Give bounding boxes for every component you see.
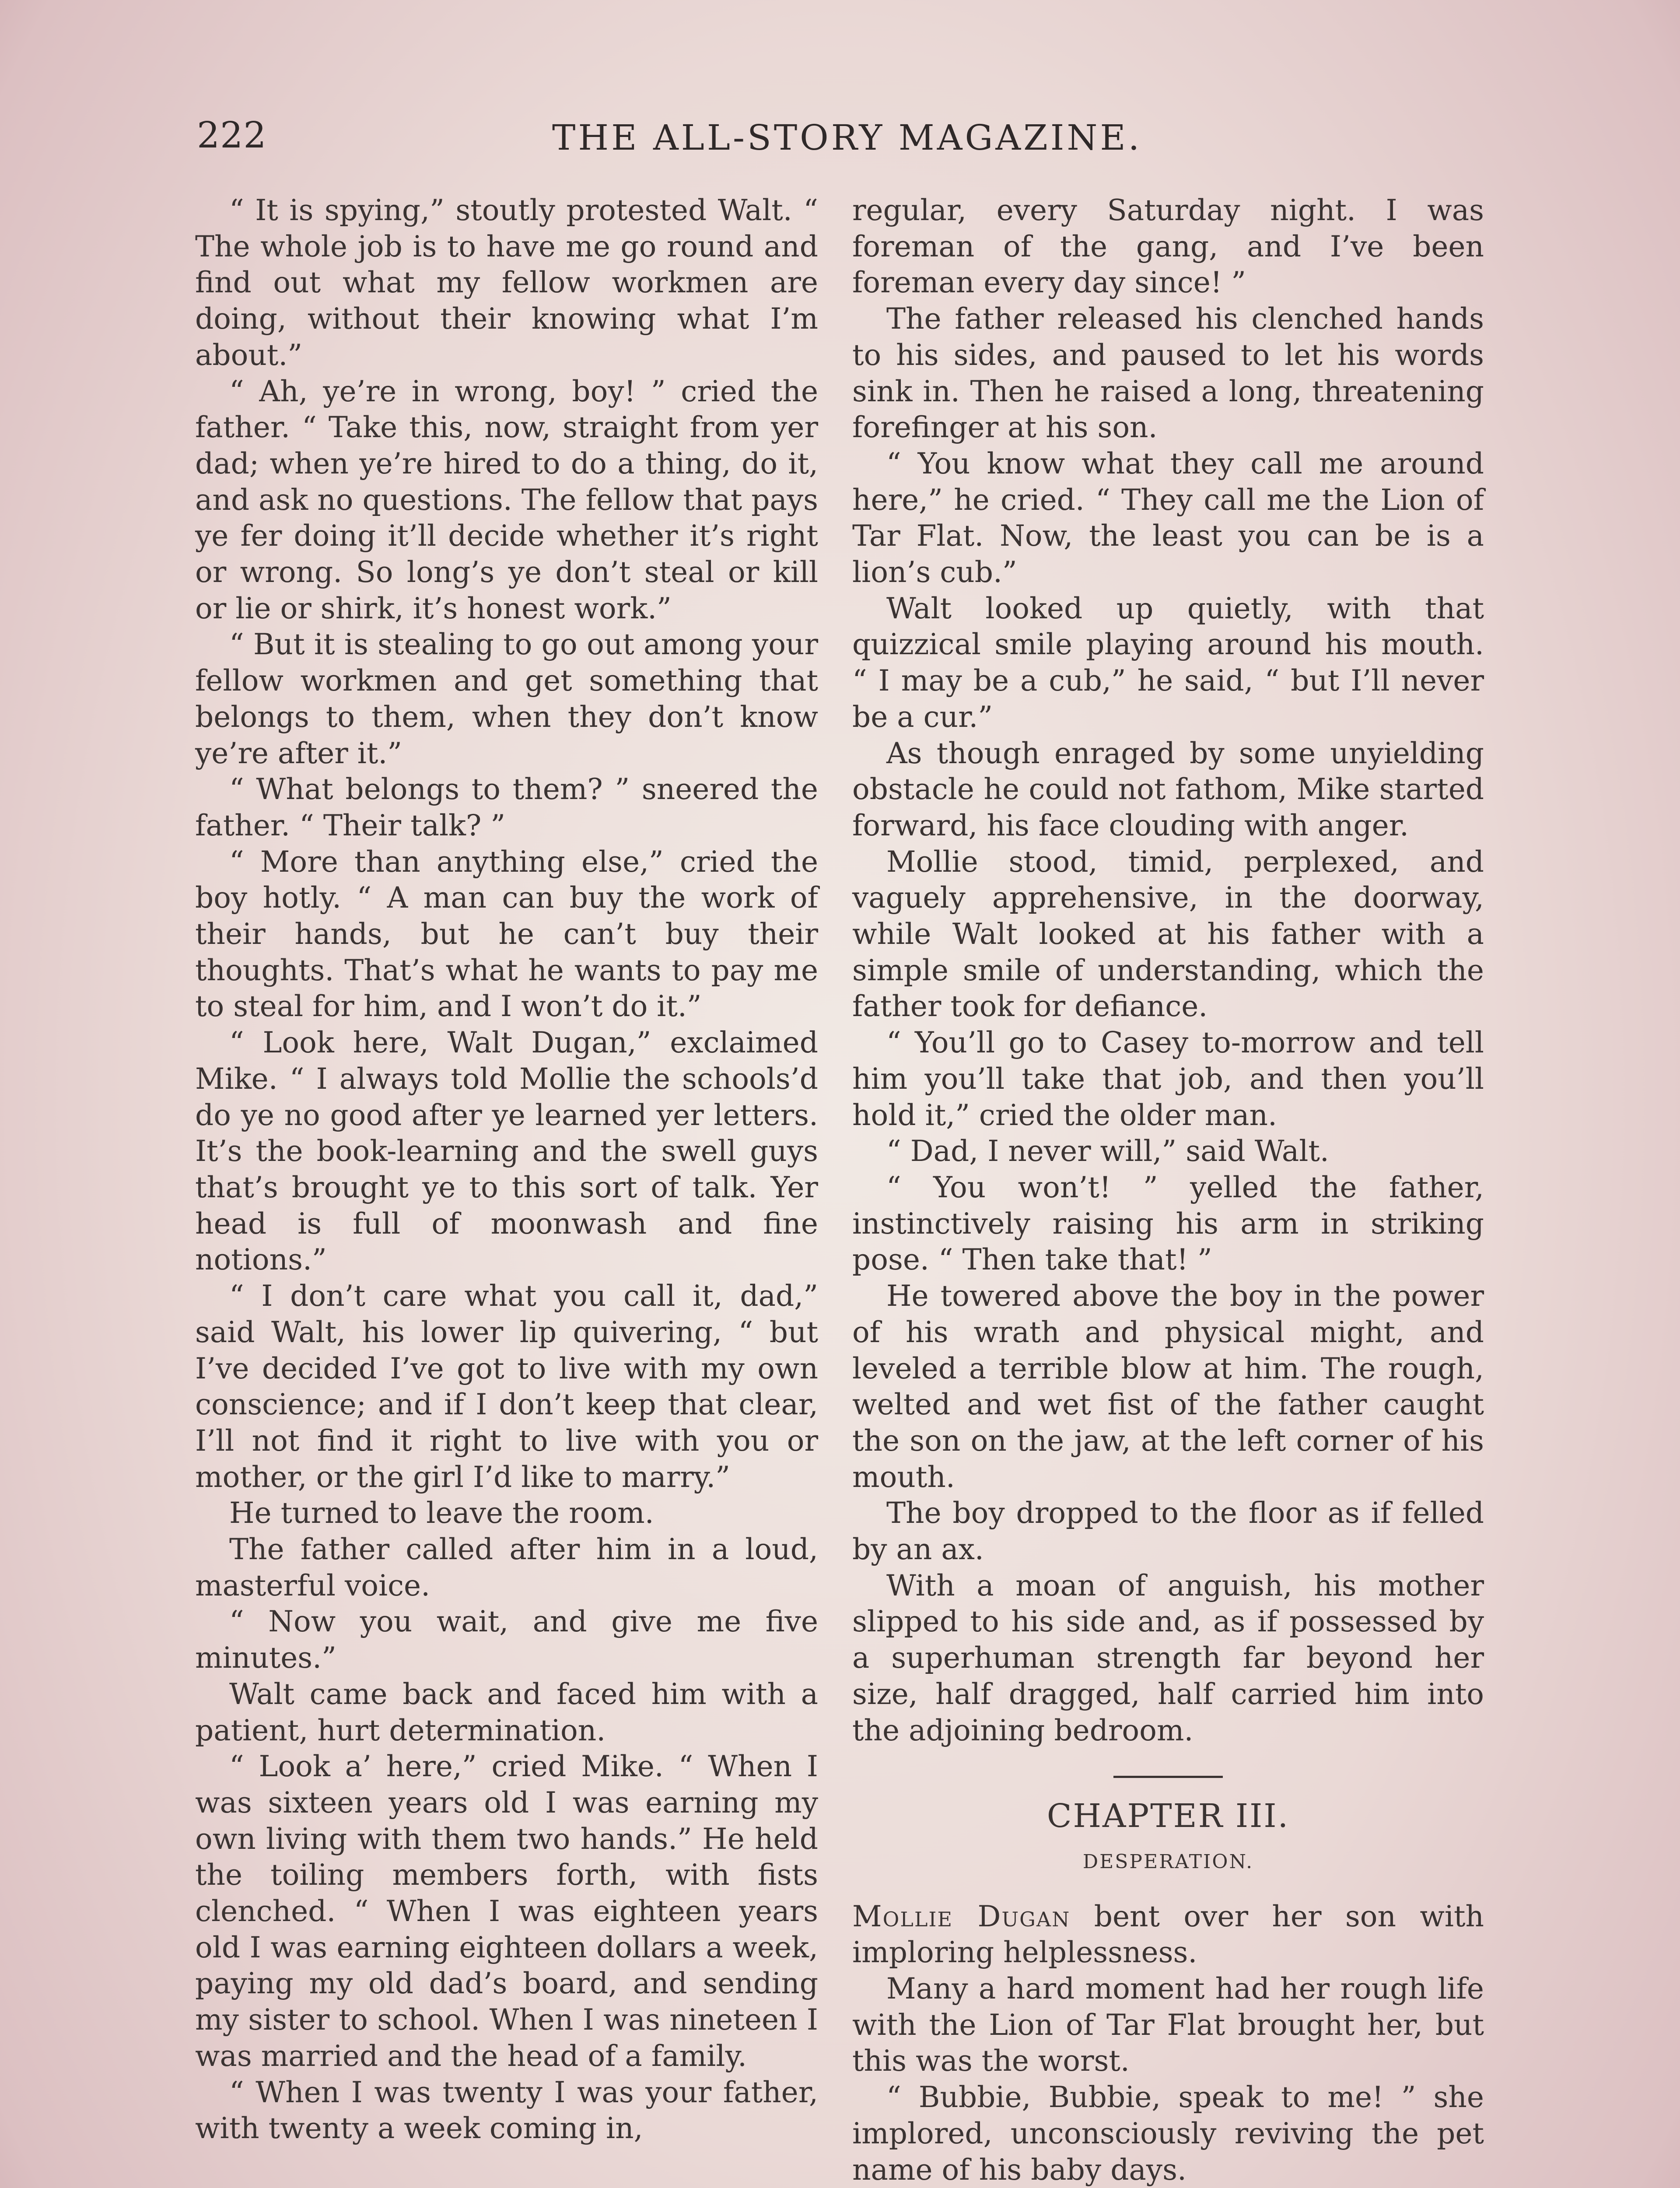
section-divider (1113, 1776, 1223, 1778)
left-column (195, 193, 818, 2147)
paragraph: “ Dad, I never will,” said Walt. (886, 1134, 1329, 1168)
paragraph: “ It is spying,” stoutly protested Walt. “ The whole job is to have me go round and find out what my fellow workmen are doing, without their knowing what I’m about.” (195, 193, 818, 372)
paragraph: “ You know what they call me around here,” he cried. “ They call me the Lion of Tar Flat. Now, the least you can be is a lion’s cub.” (852, 446, 1484, 589)
opening-text: bent over her son with imploring helplessness. (852, 1899, 1484, 1970)
paragraph: “ What belongs to them? ” sneered the father. “ Their talk? ” (195, 772, 818, 842)
paragraph: “ Ah, ye’re in wrong, boy! ” cried the father. “ Take this, now, straight from yer dad; when ye’re hired to do a thing, do it, and ask no questions. The fellow that pays ye fer doing it’ll decide whether it’s right or wrong. So long’s ye don’t steal or kill or lie or shirk, it’s honest work.” (195, 374, 818, 625)
paragraph: “ But it is stealing to go out among your fellow workmen and get something that belongs to them, when they don’t know ye’re after it.” (195, 628, 818, 770)
paragraph: “ When I was twenty I was your father, with twenty a week coming in, (195, 2075, 818, 2146)
paragraph: “ Look a’ here,” cried Mike. “ When I was sixteen years old I was earning my own living with them two hands.” He held the toiling members forth, with fists clenched. “ When I was eighteen years old I was earning eighteen dollars a week, paying my old dad’s board, and sending my sister to school. When I was nineteen I was married and the head of a family. (195, 1750, 818, 2073)
paragraph: The father released his clenched hands to his sides, and paused to let his words sink in. Then he raised a long, threatening forefinger at his son. (852, 302, 1484, 445)
paragraph: “ You won’t! ” yelled the father, instinctively raising his arm in striking pose. “ Then take that! ” (852, 1170, 1484, 1277)
paragraph: “ Look here, Walt Dugan,” exclaimed Mike. “ I always told Mollie the schools’d do ye no good after ye learned yer letters. It’s the book-learning and the swell guys that’s brought ye to this sort of talk. Yer head is full of moonwash and fine notions.” (195, 1026, 818, 1277)
paragraph: The boy dropped to the floor as if felled by an ax. (852, 1496, 1484, 1567)
paragraph: As though enraged by some unyielding obstacle he could not fathom, Mike started forward, his face clouding with anger. (852, 736, 1484, 842)
paragraph: “ I don’t care what you call it, dad,” said Walt, his lower lip quivering, “ but I’ve decided I’ve got to live with my own conscience; and if I don’t keep that clear, I’ll not find it right to live with you or mother, or the girl I’d like to marry.” (195, 1279, 818, 1494)
chapter-title: CHAPTER III. (1046, 1797, 1290, 1835)
right-column (852, 193, 1484, 2188)
paragraph: The father called after him in a loud, masterful voice. (195, 1532, 818, 1602)
paragraph: He turned to leave the room. (229, 1496, 654, 1530)
paragraph: He towered above the boy in the power of his wrath and physical might, and leveled a terrible blow at him. The rough, welted and wet fist of the father caught the son on the jaw, at the left corner of his mouth. (852, 1279, 1484, 1494)
paragraph: Walt came back and faced him with a patient, hurt determination. (195, 1677, 818, 1747)
paragraph: “ More than anything else,” cried the boy hotly. “ A man can buy the work of their hands, but he can’t buy their thoughts. That’s what he wants to pay me to steal for him, and I won’t do it.” (195, 845, 818, 1024)
paragraph: “ You’ll go to Casey to-morrow and tell him you’ll take that job, and then you’ll hold it,” cried the older man. (852, 1026, 1484, 1132)
page-number: 222 (197, 115, 267, 156)
paragraph: “ Now you wait, and give me five minutes.” (195, 1605, 818, 1675)
paragraph: Mollie stood, timid, perplexed, and vaguely apprehensive, in the doorway, while Walt looked at his father with a simple smile of understanding, which the father took for defiance. (852, 845, 1484, 1024)
chapter-subtitle: DESPERATION. (1082, 1850, 1254, 1873)
running-head: THE ALL-STORY MAGAZINE. (552, 117, 1142, 158)
paragraph: “ Bubbie, Bubbie, speak to me! ” she implored, unconsciously reviving the pet name of his baby days. (852, 2080, 1484, 2187)
paragraph: Walt looked up quietly, with that quizzical smile playing around his mouth. “ I may be a cub,” he said, “ but I’ll never be a cur.” (852, 591, 1484, 734)
paragraph-continued: regular, every Saturday night. I was foreman of the gang, and I’ve been foreman every day since! ” (852, 193, 1484, 300)
paragraph: Many a hard moment had her rough life with the Lion of Tar Flat brought her, but this was the worst. (852, 1972, 1484, 2078)
opening-name: Mollie Dugan (852, 1899, 1071, 1933)
chapter-opening-paragraph (852, 1899, 1484, 1971)
paragraph: With a moan of anguish, his mother slipped to his side and, as if possessed by a superhuman strength far beyond her size, half dragged, half carried him into the adjoining bedroom. (852, 1568, 1484, 1747)
